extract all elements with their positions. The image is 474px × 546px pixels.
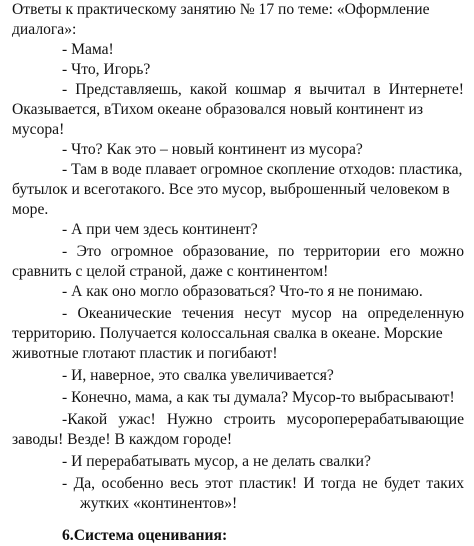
dialog-line: - И, наверное, это свалка увеличивается? [62, 367, 334, 384]
dialog-line: - Океанические течения несут мусор на определенную [62, 305, 464, 322]
dialog-line: - Это огромное образование, по территории его можно [62, 243, 464, 260]
dialog-line: - И перерабатывать мусор, а не делать свалки? [62, 453, 371, 470]
dialog-line: мусора! [12, 121, 65, 138]
dialog-line: - Да, особенно весь этот пластик! И тогда не будет таких [62, 475, 464, 492]
grading-heading: 6.Система оценивания: [62, 527, 228, 544]
dialog-line: - Что? Как это – новый континент из мусора? [62, 141, 363, 158]
dialog-line: -Какой ужас! Нужно строить мусороперерабатывающие [62, 411, 464, 428]
dialog-line: заводы! Везде! В каждом городе! [12, 431, 233, 448]
title-line: диалога»: [12, 21, 77, 38]
dialog-line: - А при чем здесь континент? [62, 221, 258, 238]
dialog-line: животные глотают пластик и погибают! [12, 345, 278, 362]
dialog-line: бутылок и всеготакого. Все это мусор, выброшенный человеком в [12, 181, 450, 198]
dialog-line: море. [12, 201, 49, 218]
dialog-line: - Представляешь, какой кошмар я вычитал в Интернете! [62, 81, 464, 98]
title-line: Ответы к практическому занятию № 17 по теме: «Оформление [12, 1, 430, 18]
dialog-line: Оказывается, вТихом океане образовался новый континент из [12, 101, 423, 118]
dialog-line: - Там в воде плавает огромное скопление отходов: пластика, [62, 161, 463, 178]
dialog-line: территорию. Получается колоссальная свалка в океане. Морские [12, 325, 443, 342]
dialog-line: - Мама! [62, 41, 114, 58]
dialog-line: - Что, Игорь? [62, 61, 151, 78]
dialog-line: - Конечно, мама, а как ты думала? Мусор-то выбрасывают! [62, 389, 455, 406]
dialog-line: жутких «континентов»! [80, 495, 238, 512]
dialog-line: - А как оно могло образоваться? Что-то я не понимаю. [62, 283, 423, 300]
dialog-line: сравнить с целой страной, даже с континентом! [12, 263, 329, 280]
